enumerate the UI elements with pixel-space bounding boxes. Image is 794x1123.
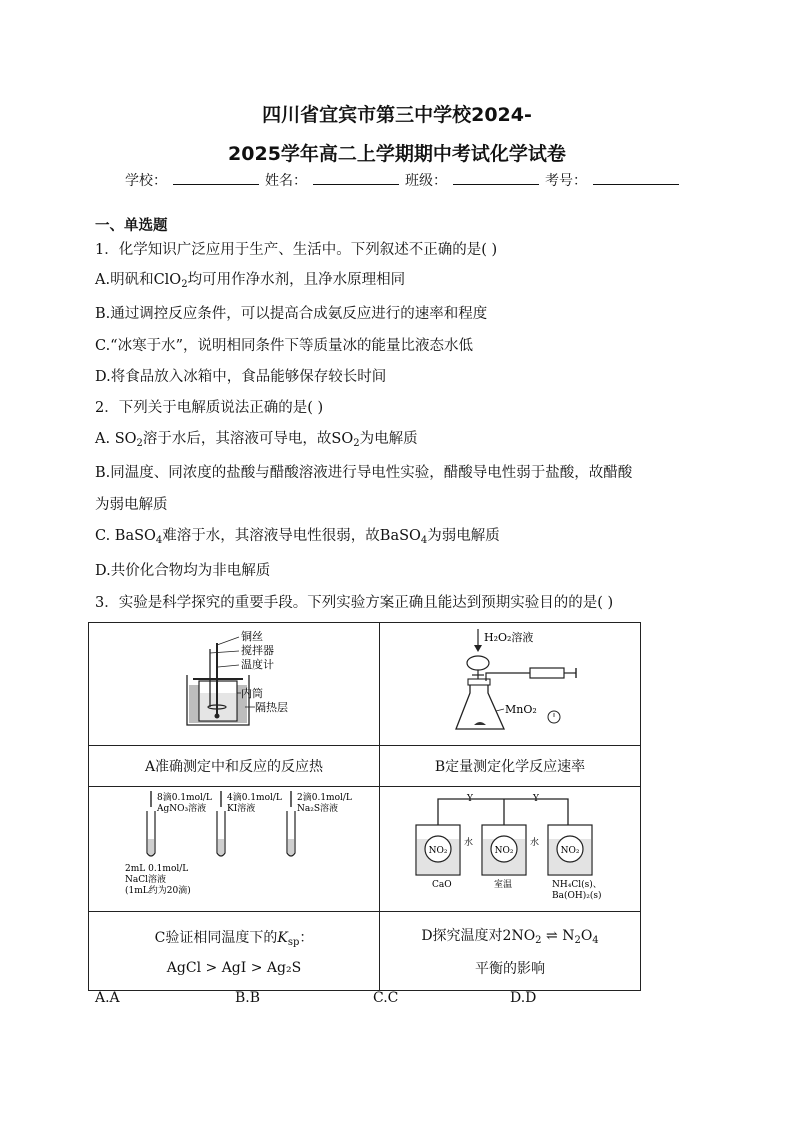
q3-option-a[interactable]: A.A <box>95 990 120 1006</box>
q1-option-c: C.“冰寒于水”，说明相同条件下等质量冰的能量比液态水低 <box>95 338 474 354</box>
caption-d-o: O <box>580 927 593 944</box>
q1-stem: 1．化学知识广泛应用于生产、生活中。下列叙述不正确的是( ) <box>95 242 498 258</box>
caption-d-line1 <box>380 925 640 946</box>
q3-option-c[interactable]: C.C <box>373 990 399 1006</box>
school-label: 学校： <box>125 173 167 189</box>
label-copper-wire: 铜丝 <box>241 630 263 643</box>
label-insulation: 隔热层 <box>255 701 288 714</box>
q2-a-text: A. SO <box>95 431 137 447</box>
clamp-2: Y <box>533 794 539 804</box>
student-info-row <box>125 170 685 190</box>
q2-option-c <box>95 526 500 551</box>
q1-option-d: D.将食品放入冰箱中，食品能够保存较长时间 <box>95 369 387 385</box>
q2-a-sub: 2 <box>136 438 143 449</box>
label-ki: KI溶液 <box>227 804 256 814</box>
figure-d-cell <box>380 787 641 912</box>
caption-d-n: N <box>562 927 575 944</box>
label-drop-note: (1mL约为20滴) <box>125 886 191 896</box>
figure-c-cell <box>89 787 380 912</box>
label-na2s: Na₂S溶液 <box>297 804 339 814</box>
q3-option-b[interactable]: B.B <box>235 990 261 1006</box>
q2-c-sub-2: 4 <box>420 535 428 546</box>
label-na2s-amount: 2滴0.1mol/L <box>297 793 352 803</box>
exam-number-blank[interactable] <box>593 170 679 185</box>
caption-c-ksub: sp <box>287 936 300 948</box>
class-label: 班级： <box>405 173 447 189</box>
stopper <box>468 679 490 685</box>
q1-option-a <box>95 270 405 295</box>
caption-d-text: D探究温度对2NO <box>421 927 536 944</box>
q2-option-b-line2: 为弱电解质 <box>95 497 168 513</box>
tube-liquid-2 <box>218 839 224 855</box>
label-nacl-amount: 2mL 0.1mol/L <box>125 864 189 874</box>
title-line-1: 四川省宜宾市第三中学校2024- <box>262 104 532 126</box>
delivery-tube <box>486 673 530 681</box>
caption-c-text: C验证相同温度下的 <box>154 929 278 946</box>
q1-a-text-2: 均可用作净水剂，且净水原理相同 <box>187 272 406 288</box>
label-h2o2: H₂O₂溶液 <box>484 631 534 644</box>
q1-a-text: A.明矾和ClO <box>95 272 182 288</box>
class-blank[interactable] <box>453 170 539 185</box>
label-stirrer: 搅拌器 <box>241 644 274 657</box>
caption-c-line2: AgCl > AgI > Ag₂S <box>166 959 302 976</box>
q2-c-text-2: 难溶于水，其溶液导电性很弱，故BaSO <box>162 528 421 544</box>
caption-d-line2: 平衡的影响 <box>475 960 545 977</box>
label-baoh2: Ba(OH)₂(s) <box>552 891 602 901</box>
label-room-temp: 室温 <box>494 880 513 890</box>
flask-label-middle: NO₂ <box>494 846 514 856</box>
caption-d <box>380 912 641 991</box>
thermometer-bulb <box>215 714 220 719</box>
figure-b-cell <box>380 623 641 746</box>
q2-c-sub: 4 <box>155 535 163 546</box>
q2-a-text-2: 溶于水后，其溶液可导电，故SO <box>142 431 354 447</box>
caption-b: B定量测定化学反应速率 <box>380 746 641 787</box>
caption-d-sub3: 4 <box>592 934 599 946</box>
calorimeter-diagram <box>89 623 379 741</box>
reaction-rate-diagram <box>380 623 640 741</box>
label-agno3-amount: 8滴0.1mol/L <box>157 793 212 803</box>
q2-a-sub-2: 2 <box>353 438 360 449</box>
flask-label-left: NO₂ <box>428 846 448 856</box>
label-water-2: 水 <box>530 838 540 848</box>
caption-c-k: K <box>277 929 288 946</box>
funnel-bulb <box>467 656 489 670</box>
q2-option-b-line1: B.同温度、同浓度的盐酸与醋酸溶液进行导电性实验，醋酸导电性弱于盐酸，故醋酸 <box>95 465 633 481</box>
q1-a-sub: 2 <box>181 279 188 290</box>
label-mno2: MnO₂ <box>505 703 537 716</box>
label-agno3: AgNO₃溶液 <box>157 804 207 814</box>
school-blank[interactable] <box>173 170 259 185</box>
q2-c-text-3: 为弱电解质 <box>427 528 500 544</box>
caption-c <box>89 912 380 991</box>
experiment-table <box>88 622 641 991</box>
label-cao: CaO <box>432 880 452 890</box>
q1-option-b: B.通过调控反应条件，可以提高合成氨反应进行的速率和程度 <box>95 306 488 322</box>
precipitation-diagram <box>89 787 379 907</box>
equilibrium-diagram <box>380 787 640 907</box>
q3-stem: 3．实验是科学探究的重要手段。下列实验方案正确且能达到预期实验目的的是( ) <box>95 595 614 611</box>
caption-d-sub1: 2 <box>535 934 542 946</box>
caption-d-sub2: 2 <box>574 934 581 946</box>
figure-a-cell <box>89 623 380 746</box>
leader-line <box>210 651 239 653</box>
exam-number-label: 考号： <box>545 173 587 189</box>
caption-c-line1 <box>89 927 379 948</box>
label-inner-cup: 内筒 <box>241 687 263 700</box>
caption-c-colon: ： <box>299 929 314 946</box>
flask-label-right: NO₂ <box>560 846 580 856</box>
equilibrium-arrow-icon: ⇌ <box>546 927 558 944</box>
q2-stem: 2．下列关于电解质说法正确的是( ) <box>95 400 324 416</box>
leader-line <box>218 665 239 667</box>
caption-a: A准确测定中和反应的反应热 <box>89 746 380 787</box>
label-water-1: 水 <box>464 838 474 848</box>
name-label: 姓名： <box>265 173 307 189</box>
tube-liquid-3 <box>288 839 294 855</box>
q2-c-text: C. BaSO <box>95 528 156 544</box>
label-nacl: NaCl溶液 <box>125 875 167 885</box>
q2-option-d: D.共价化合物均为非电解质 <box>95 563 271 579</box>
section-heading: 一、单选题 <box>95 218 168 234</box>
q3-option-d[interactable]: D.D <box>510 990 537 1006</box>
q2-option-a <box>95 429 418 454</box>
syringe-barrel <box>530 668 564 678</box>
label-thermometer: 温度计 <box>241 658 274 671</box>
leader-line <box>217 637 239 645</box>
tube-liquid-1 <box>148 839 154 855</box>
q2-a-text-3: 为电解质 <box>359 431 418 447</box>
leader-line <box>496 709 504 711</box>
name-blank[interactable] <box>313 170 399 185</box>
label-nh4cl: NH₄Cl(s)、 <box>552 880 602 890</box>
title-line-2: 2025学年高二上学期期中考试化学试卷 <box>228 143 566 165</box>
arrow-head <box>474 645 482 652</box>
clamp-1: Y <box>467 794 473 804</box>
label-ki-amount: 4滴0.1mol/L <box>227 793 282 803</box>
